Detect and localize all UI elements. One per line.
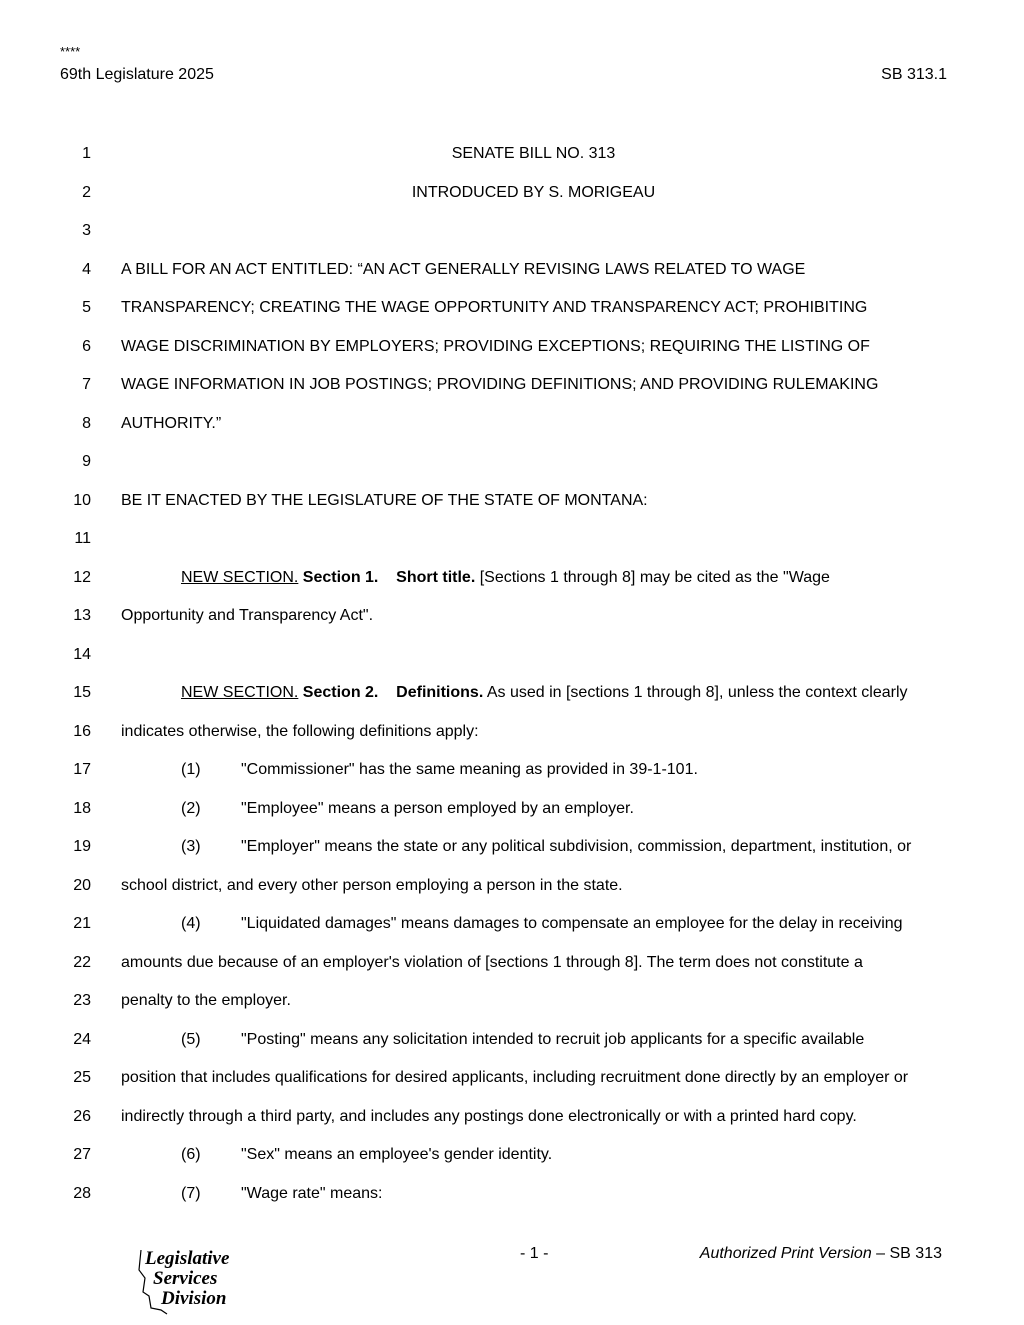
section-number: Section 2. <box>302 684 379 701</box>
bill-line <box>0 559 1024 598</box>
item-text: "Sex" means an employee's gender identity. <box>241 1146 553 1163</box>
item-text: "Liquidated damages" means damages to compensate an employee for the delay in receiving <box>241 915 903 932</box>
line-text: WAGE DISCRIMINATION BY EMPLOYERS; PROVIDING EXCEPTIONS; REQUIRING THE LISTING OF <box>121 337 870 355</box>
line-text: indicates otherwise, the following definitions apply: <box>121 722 479 740</box>
line-number: 1 <box>82 145 91 162</box>
legislature-session: 69th Legislature 2025 <box>60 66 214 83</box>
item-number: (7) <box>181 1184 201 1202</box>
line-number: 16 <box>73 722 91 740</box>
item-number: (5) <box>181 1030 201 1048</box>
bill-line <box>0 251 1024 290</box>
auth-label: Authorized Print Version <box>699 1245 872 1262</box>
line-number: 21 <box>73 915 91 932</box>
line-text: A BILL FOR AN ACT ENTITLED: “AN ACT GENERALLY REVISING LAWS RELATED TO WAGE <box>121 260 806 278</box>
bill-line <box>0 366 1024 405</box>
line-number: 7 <box>82 376 91 393</box>
definition-item <box>181 790 634 829</box>
definition-item <box>181 1136 552 1175</box>
definition-item <box>181 828 911 867</box>
bill-line <box>0 1021 1024 1060</box>
item-text: "Commissioner" has the same meaning as provided in 39-1-101. <box>241 761 698 778</box>
line-number: 5 <box>82 299 91 316</box>
line-number: 27 <box>73 1146 91 1163</box>
line-text: indirectly through a third party, and includes any postings done electronically or with a printed hard copy. <box>121 1107 857 1125</box>
new-section-label: NEW SECTION. <box>181 684 299 701</box>
item-number: (1) <box>181 761 201 778</box>
item-text: "Wage rate" means: <box>241 1184 383 1202</box>
line-number: 15 <box>73 684 91 701</box>
line-number: 10 <box>73 491 91 509</box>
item-text: "Employer" means the state or any political subdivision, commission, department, institution, or <box>241 838 912 855</box>
line-number: 26 <box>73 1107 91 1125</box>
bill-line <box>0 713 1024 752</box>
definition-item <box>181 751 698 790</box>
bill-version-id: SB 313.1 <box>881 66 947 83</box>
bill-line <box>0 328 1024 367</box>
line-number: 19 <box>73 838 91 855</box>
line-text: school district, and every other person employing a person in the state. <box>121 876 623 894</box>
bill-line <box>0 443 1024 482</box>
bill-line <box>0 944 1024 983</box>
item-number: (2) <box>181 799 201 817</box>
line-number: 14 <box>73 645 91 663</box>
bill-line <box>0 212 1024 251</box>
line-number: 6 <box>82 337 91 355</box>
line-text: amounts due because of an employer's violation of [sections 1 through 8]. The term does not constitute a <box>121 953 863 971</box>
line-number: 24 <box>73 1030 91 1048</box>
section-text: As used in [sections 1 through 8], unless the context clearly <box>486 684 908 701</box>
section-title: Short title. <box>396 568 476 586</box>
section-heading <box>181 559 830 598</box>
bill-line <box>0 520 1024 559</box>
line-number: 28 <box>73 1184 91 1202</box>
section-title: Definitions. <box>396 684 484 701</box>
bill-line <box>0 405 1024 444</box>
line-number: 22 <box>73 953 91 971</box>
item-text: "Employee" means a person employed by an employer. <box>241 799 634 817</box>
item-number: (3) <box>181 838 201 855</box>
line-number: 18 <box>73 799 91 817</box>
centered-text: SENATE BILL NO. 313 <box>451 145 616 162</box>
line-number: 2 <box>82 183 91 201</box>
line-text: Opportunity and Transparency Act". <box>121 607 374 624</box>
bill-line <box>0 482 1024 521</box>
line-number: 4 <box>82 260 91 278</box>
legislative-services-division-logo <box>133 1246 253 1316</box>
bill-line <box>0 174 1024 213</box>
line-text: TRANSPARENCY; CREATING THE WAGE OPPORTUNITY AND TRANSPARENCY ACT; PROHIBITING <box>121 299 868 316</box>
line-number: 23 <box>73 992 91 1009</box>
bill-line <box>0 1136 1024 1175</box>
definition-item <box>181 1021 864 1060</box>
page-number: - 1 - <box>520 1245 549 1262</box>
line-number: 8 <box>82 414 91 432</box>
item-number: (6) <box>181 1146 201 1163</box>
bill-line <box>0 905 1024 944</box>
line-number: 9 <box>82 453 91 470</box>
line-number: 25 <box>73 1069 91 1086</box>
new-section-label: NEW SECTION. <box>181 568 299 586</box>
header-stars: **** <box>60 44 81 59</box>
definition-item <box>181 1175 383 1214</box>
authorized-print-version <box>700 1245 942 1263</box>
item-number: (4) <box>181 915 201 932</box>
bill-line <box>0 674 1024 713</box>
section-heading <box>181 674 908 713</box>
bill-line <box>0 135 1024 174</box>
line-number: 11 <box>74 530 91 547</box>
item-text: "Posting" means any solicitation intended to recruit job applicants for a specific available <box>241 1030 865 1048</box>
line-number: 20 <box>73 876 91 894</box>
line-number: 3 <box>82 222 91 239</box>
bill-line <box>0 751 1024 790</box>
definition-item <box>181 905 903 944</box>
line-number: 12 <box>73 568 91 586</box>
logo-word-1: Legislative <box>145 1248 230 1269</box>
bill-line <box>0 982 1024 1021</box>
bill-line <box>0 1098 1024 1137</box>
line-number: 13 <box>73 607 91 624</box>
bill-line <box>0 597 1024 636</box>
bill-line <box>0 289 1024 328</box>
bill-line <box>0 828 1024 867</box>
bill-line <box>0 867 1024 906</box>
auth-bill: – SB 313 <box>871 1245 942 1262</box>
logo-word-2: Services <box>153 1268 218 1289</box>
section-text: [Sections 1 through 8] may be cited as the "Wage <box>479 568 830 586</box>
bill-text-body <box>0 135 1024 1213</box>
line-number: 17 <box>73 761 91 778</box>
bill-line <box>0 790 1024 829</box>
bill-line <box>0 1059 1024 1098</box>
line-text: penalty to the employer. <box>121 992 291 1009</box>
line-text: BE IT ENACTED BY THE LEGISLATURE OF THE STATE OF MONTANA: <box>121 491 648 509</box>
line-text: position that includes qualifications for desired applicants, including recruitment done directly by an employer or <box>121 1069 909 1086</box>
centered-text: INTRODUCED BY S. MORIGEAU <box>411 183 656 201</box>
line-text: AUTHORITY.” <box>121 414 222 432</box>
line-text: WAGE INFORMATION IN JOB POSTINGS; PROVIDING DEFINITIONS; AND PROVIDING RULEMAKING <box>121 376 879 393</box>
bill-line <box>0 1175 1024 1214</box>
section-number: Section 1. <box>302 568 379 586</box>
logo-word-3: Division <box>161 1288 227 1309</box>
bill-line <box>0 636 1024 675</box>
